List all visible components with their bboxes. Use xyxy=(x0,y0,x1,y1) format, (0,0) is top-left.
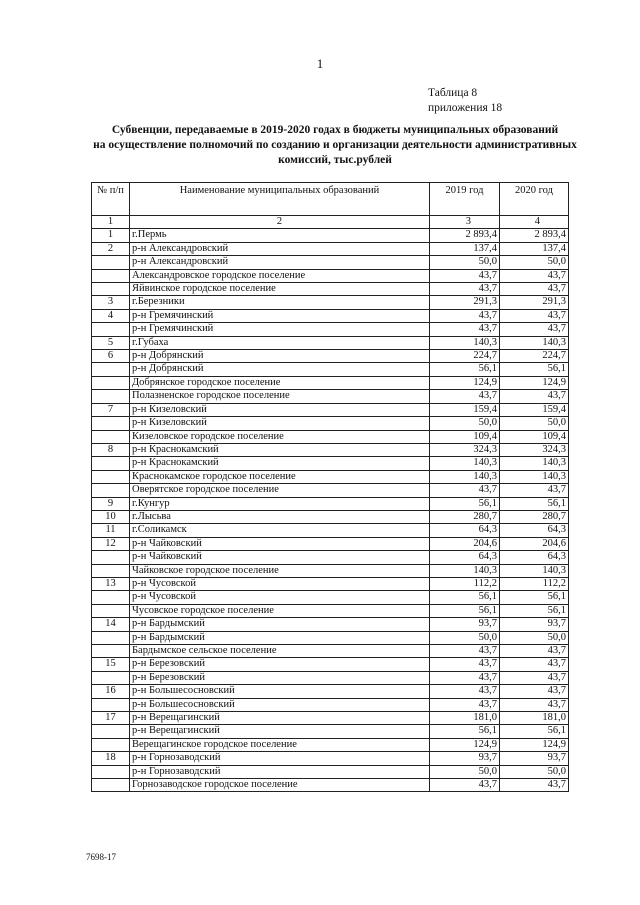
table-row xyxy=(92,256,569,269)
municipality-name: р-н Большесосновский xyxy=(130,685,430,698)
value-2019: 140,3 xyxy=(430,457,500,470)
row-number xyxy=(92,484,130,497)
table-row xyxy=(92,645,569,658)
municipality-name: р-н Бардымский xyxy=(130,631,430,644)
value-2019: 56,1 xyxy=(430,591,500,604)
table-row xyxy=(92,524,569,537)
municipality-name: г.Березники xyxy=(130,296,430,309)
row-number xyxy=(92,390,130,403)
table-row xyxy=(92,497,569,510)
row-number xyxy=(92,363,130,376)
row-number: 17 xyxy=(92,712,130,725)
row-number: 18 xyxy=(92,752,130,765)
row-number: 11 xyxy=(92,524,130,537)
row-number: 8 xyxy=(92,443,130,456)
title-line2: на осуществление полномочий по созданию и организации деятельности административных xyxy=(93,139,577,151)
value-2019: 280,7 xyxy=(430,510,500,523)
value-2020: 137,4 xyxy=(500,242,569,255)
value-2019: 43,7 xyxy=(430,779,500,792)
title-line1: Субвенции, передаваемые в 2019-2020 годах в бюджеты муниципальных образований xyxy=(111,124,559,136)
row-number xyxy=(92,323,130,336)
municipality-name: Оверятское городское поселение xyxy=(130,484,430,497)
table-row xyxy=(92,229,569,242)
row-number: 7 xyxy=(92,403,130,416)
value-2019: 140,3 xyxy=(430,564,500,577)
municipality-name: г.Лысьва xyxy=(130,510,430,523)
value-2019: 43,7 xyxy=(430,484,500,497)
row-number xyxy=(92,430,130,443)
value-2019: 140,3 xyxy=(430,470,500,483)
value-2020: 43,7 xyxy=(500,283,569,296)
value-2019: 64,3 xyxy=(430,551,500,564)
value-2020: 56,1 xyxy=(500,725,569,738)
table-header-row xyxy=(92,183,569,216)
municipality-name: р-н Большесосновский xyxy=(130,698,430,711)
value-2019: 43,7 xyxy=(430,269,500,282)
table-row xyxy=(92,309,569,322)
header-2020: 2020 год xyxy=(500,183,569,216)
column-number: 3 xyxy=(430,216,500,229)
value-2019: 109,4 xyxy=(430,430,500,443)
value-2019: 124,9 xyxy=(430,376,500,389)
municipality-name: р-н Чусовской xyxy=(130,577,430,590)
table-ref-line2: приложения 18 xyxy=(428,102,503,114)
table-body xyxy=(92,216,569,792)
value-2020: 56,1 xyxy=(500,604,569,617)
municipality-name: р-н Березовский xyxy=(130,658,430,671)
municipality-name: р-н Чусовской xyxy=(130,591,430,604)
value-2019: 56,1 xyxy=(430,725,500,738)
value-2019: 140,3 xyxy=(430,336,500,349)
row-number: 6 xyxy=(92,350,130,363)
value-2020: 124,9 xyxy=(500,738,569,751)
row-number xyxy=(92,283,130,296)
value-2020: 124,9 xyxy=(500,376,569,389)
value-2019: 50,0 xyxy=(430,256,500,269)
value-2020: 43,7 xyxy=(500,309,569,322)
row-number xyxy=(92,765,130,778)
value-2020: 64,3 xyxy=(500,551,569,564)
value-2019: 159,4 xyxy=(430,403,500,416)
table-row xyxy=(92,457,569,470)
row-number: 5 xyxy=(92,336,130,349)
value-2019: 56,1 xyxy=(430,497,500,510)
table-row xyxy=(92,671,569,684)
value-2020: 50,0 xyxy=(500,631,569,644)
row-number xyxy=(92,564,130,577)
value-2020: 56,1 xyxy=(500,363,569,376)
value-2019: 56,1 xyxy=(430,363,500,376)
value-2019: 137,4 xyxy=(430,242,500,255)
column-number: 2 xyxy=(130,216,430,229)
value-2019: 324,3 xyxy=(430,443,500,456)
municipality-name: р-н Бардымский xyxy=(130,618,430,631)
value-2020: 181,0 xyxy=(500,712,569,725)
row-number xyxy=(92,457,130,470)
row-number: 2 xyxy=(92,242,130,255)
value-2020: 291,3 xyxy=(500,296,569,309)
value-2020: 50,0 xyxy=(500,765,569,778)
municipality-name: р-н Кизеловский xyxy=(130,417,430,430)
table-row xyxy=(92,591,569,604)
value-2019: 2 893,4 xyxy=(430,229,500,242)
value-2020: 140,3 xyxy=(500,564,569,577)
row-number xyxy=(92,551,130,564)
table-row xyxy=(92,738,569,751)
table-row xyxy=(92,577,569,590)
document-title xyxy=(60,123,610,168)
value-2019: 43,7 xyxy=(430,323,500,336)
value-2019: 124,9 xyxy=(430,738,500,751)
row-number xyxy=(92,725,130,738)
row-number xyxy=(92,671,130,684)
value-2020: 43,7 xyxy=(500,779,569,792)
table-row xyxy=(92,537,569,550)
row-number: 9 xyxy=(92,497,130,510)
value-2020: 159,4 xyxy=(500,403,569,416)
row-number xyxy=(92,591,130,604)
header-2019: 2019 год xyxy=(430,183,500,216)
value-2019: 224,7 xyxy=(430,350,500,363)
row-number xyxy=(92,470,130,483)
table-row xyxy=(92,712,569,725)
row-number: 4 xyxy=(92,309,130,322)
municipality-name: Добрянское городское поселение xyxy=(130,376,430,389)
municipality-name: г.Соликамск xyxy=(130,524,430,537)
table-row xyxy=(92,269,569,282)
municipality-name: Чайковское городское поселение xyxy=(130,564,430,577)
header-name: Наименование муниципальных образований xyxy=(130,183,430,216)
value-2019: 64,3 xyxy=(430,524,500,537)
municipality-name: Краснокамское городское поселение xyxy=(130,470,430,483)
value-2019: 43,7 xyxy=(430,671,500,684)
value-2019: 181,0 xyxy=(430,712,500,725)
municipality-name: р-н Чайковский xyxy=(130,537,430,550)
value-2020: 112,2 xyxy=(500,577,569,590)
value-2020: 2 893,4 xyxy=(500,229,569,242)
table-row xyxy=(92,484,569,497)
row-number: 3 xyxy=(92,296,130,309)
municipality-name: г.Кунгур xyxy=(130,497,430,510)
column-number: 1 xyxy=(92,216,130,229)
value-2019: 43,7 xyxy=(430,658,500,671)
table-row xyxy=(92,403,569,416)
municipality-name: р-н Горнозаводский xyxy=(130,752,430,765)
municipality-name: р-н Верещагинский xyxy=(130,725,430,738)
municipality-name: р-н Добрянский xyxy=(130,363,430,376)
table-row xyxy=(92,779,569,792)
value-2020: 43,7 xyxy=(500,269,569,282)
table-row xyxy=(92,350,569,363)
table-row xyxy=(92,363,569,376)
row-number xyxy=(92,631,130,644)
municipality-name: Кизеловское городское поселение xyxy=(130,430,430,443)
value-2020: 140,3 xyxy=(500,470,569,483)
value-2020: 140,3 xyxy=(500,336,569,349)
row-number xyxy=(92,417,130,430)
municipality-name: р-н Краснокамский xyxy=(130,457,430,470)
municipality-name: р-н Александровский xyxy=(130,242,430,255)
value-2020: 109,4 xyxy=(500,430,569,443)
table-row xyxy=(92,752,569,765)
value-2019: 291,3 xyxy=(430,296,500,309)
table-row xyxy=(92,551,569,564)
table-row xyxy=(92,604,569,617)
table-row xyxy=(92,510,569,523)
value-2019: 43,7 xyxy=(430,645,500,658)
header-no: № п/п xyxy=(92,183,130,216)
row-number xyxy=(92,779,130,792)
row-number: 1 xyxy=(92,229,130,242)
row-number xyxy=(92,256,130,269)
value-2020: 280,7 xyxy=(500,510,569,523)
value-2020: 43,7 xyxy=(500,390,569,403)
value-2019: 204,6 xyxy=(430,537,500,550)
page-number: 1 xyxy=(316,56,324,71)
municipality-name: р-н Краснокамский xyxy=(130,443,430,456)
row-number xyxy=(92,698,130,711)
municipality-name: Бардымское сельское поселение xyxy=(130,645,430,658)
municipality-name: р-н Александровский xyxy=(130,256,430,269)
row-number xyxy=(92,645,130,658)
municipality-name: р-н Горнозаводский xyxy=(130,765,430,778)
row-number xyxy=(92,738,130,751)
table-row xyxy=(92,725,569,738)
table-row xyxy=(92,765,569,778)
municipality-name: р-н Кизеловский xyxy=(130,403,430,416)
row-number: 13 xyxy=(92,577,130,590)
table-row xyxy=(92,470,569,483)
value-2020: 43,7 xyxy=(500,484,569,497)
table-row xyxy=(92,283,569,296)
value-2019: 43,7 xyxy=(430,390,500,403)
table-row xyxy=(92,618,569,631)
column-number: 4 xyxy=(500,216,569,229)
value-2020: 64,3 xyxy=(500,524,569,537)
value-2020: 43,7 xyxy=(500,645,569,658)
value-2019: 43,7 xyxy=(430,283,500,296)
municipality-name: Яйвинское городское поселение xyxy=(130,283,430,296)
value-2019: 56,1 xyxy=(430,604,500,617)
value-2020: 93,7 xyxy=(500,618,569,631)
table-row xyxy=(92,296,569,309)
row-number: 15 xyxy=(92,658,130,671)
table-row xyxy=(92,336,569,349)
table-reference xyxy=(428,86,502,116)
column-number-row xyxy=(92,216,569,229)
row-number: 10 xyxy=(92,510,130,523)
value-2020: 324,3 xyxy=(500,443,569,456)
value-2020: 50,0 xyxy=(500,256,569,269)
value-2019: 43,7 xyxy=(430,309,500,322)
table-row xyxy=(92,417,569,430)
municipality-name: Чусовское городское поселение xyxy=(130,604,430,617)
table-row xyxy=(92,443,569,456)
municipality-name: Верещагинское городское поселение xyxy=(130,738,430,751)
row-number: 16 xyxy=(92,685,130,698)
municipality-name: Полазненское городское поселение xyxy=(130,390,430,403)
value-2020: 50,0 xyxy=(500,417,569,430)
row-number xyxy=(92,376,130,389)
municipality-name: р-н Чайковский xyxy=(130,551,430,564)
value-2019: 50,0 xyxy=(430,765,500,778)
row-number xyxy=(92,604,130,617)
value-2020: 224,7 xyxy=(500,350,569,363)
municipality-name: р-н Гремячинский xyxy=(130,309,430,322)
table-row xyxy=(92,658,569,671)
value-2019: 50,0 xyxy=(430,417,500,430)
table-row xyxy=(92,390,569,403)
municipality-name: г.Пермь xyxy=(130,229,430,242)
value-2019: 50,0 xyxy=(430,631,500,644)
value-2020: 43,7 xyxy=(500,658,569,671)
value-2020: 43,7 xyxy=(500,671,569,684)
value-2020: 56,1 xyxy=(500,591,569,604)
table-row xyxy=(92,376,569,389)
table-row xyxy=(92,323,569,336)
table-row xyxy=(92,685,569,698)
municipality-name: р-н Верещагинский xyxy=(130,712,430,725)
title-line3: комиссий, тыс.рублей xyxy=(278,154,392,166)
value-2019: 43,7 xyxy=(430,685,500,698)
table-row xyxy=(92,242,569,255)
municipality-name: р-н Гремячинский xyxy=(130,323,430,336)
row-number: 12 xyxy=(92,537,130,550)
municipality-name: р-н Добрянский xyxy=(130,350,430,363)
value-2020: 43,7 xyxy=(500,323,569,336)
table-ref-line1: Таблица 8 xyxy=(428,87,478,99)
value-2020: 56,1 xyxy=(500,497,569,510)
municipality-name: г.Губаха xyxy=(130,336,430,349)
table-row xyxy=(92,631,569,644)
value-2019: 43,7 xyxy=(430,698,500,711)
value-2020: 93,7 xyxy=(500,752,569,765)
value-2020: 204,6 xyxy=(500,537,569,550)
value-2019: 93,7 xyxy=(430,752,500,765)
value-2020: 140,3 xyxy=(500,457,569,470)
table-row xyxy=(92,564,569,577)
municipality-name: Александровское городское поселение xyxy=(130,269,430,282)
value-2020: 43,7 xyxy=(500,698,569,711)
value-2020: 43,7 xyxy=(500,685,569,698)
table-row xyxy=(92,430,569,443)
footer-code: 7698-17 xyxy=(86,852,116,862)
subventions-table xyxy=(91,182,569,792)
value-2019: 93,7 xyxy=(430,618,500,631)
row-number: 14 xyxy=(92,618,130,631)
municipality-name: Горнозаводское городское поселение xyxy=(130,779,430,792)
table-row xyxy=(92,698,569,711)
row-number xyxy=(92,269,130,282)
municipality-name: р-н Березовский xyxy=(130,671,430,684)
value-2019: 112,2 xyxy=(430,577,500,590)
